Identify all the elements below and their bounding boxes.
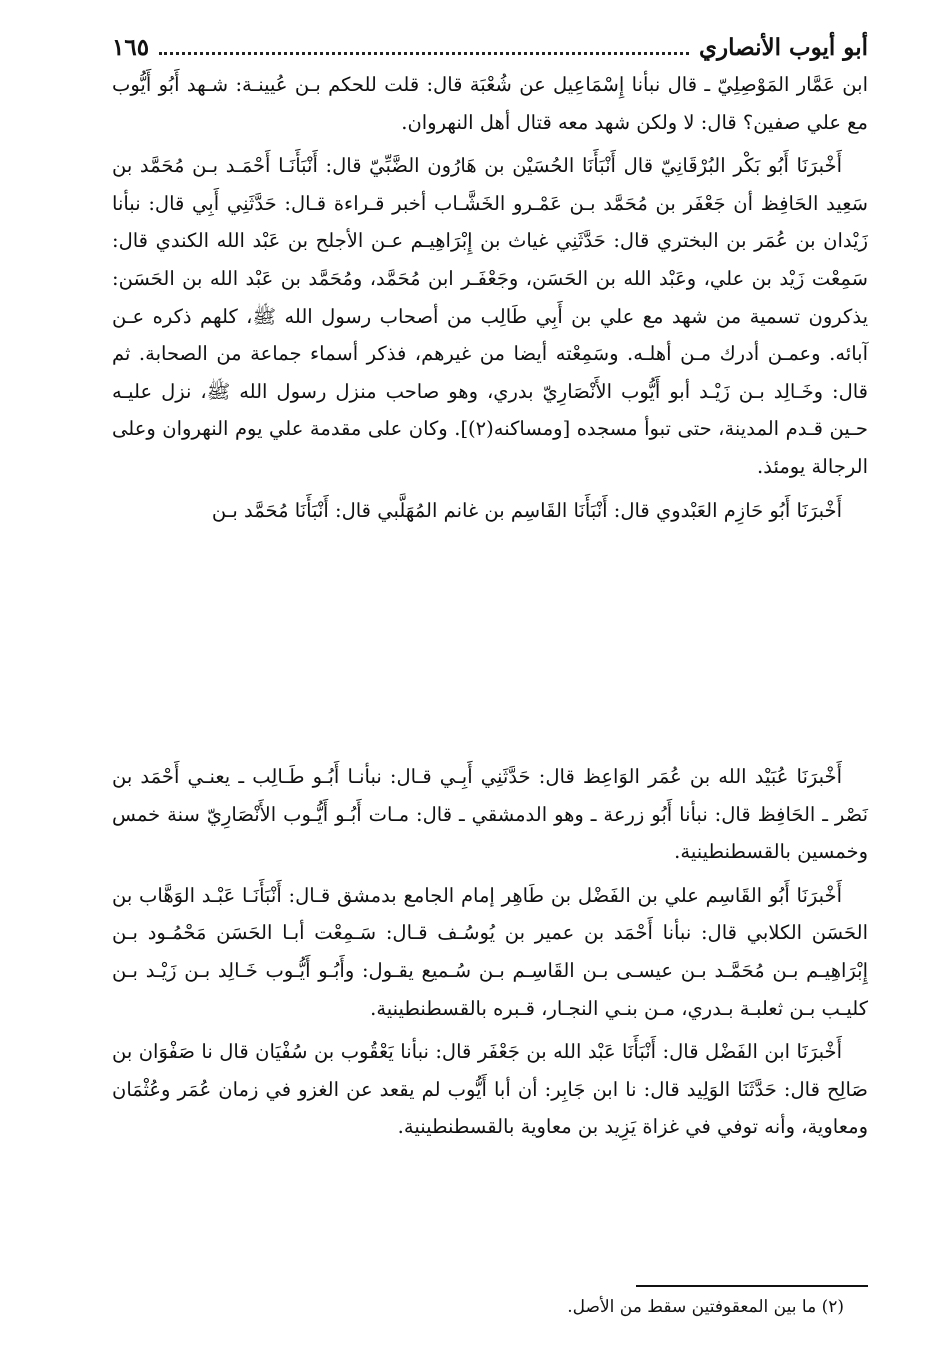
page-number: ١٦٥: [112, 33, 150, 61]
footnote-rule: [636, 1285, 868, 1287]
leader-dots: [159, 52, 689, 55]
paragraph: أَخْبرَنَا أَبُو القَاسِم علي بن الفَضْل بن طَاهِر إمام الجامع بدمشق قـال: أَنْبَأَنَـا عَبْـد الوَهَّاب بن الحَسَن الكلابي قال: نبأنا أَحْمَد بن عمير بن يُوسُـف قـال: سَـمِعْت أبـا الحَسَن مَحْمُـود بـن إِبْرَاهِيـم بـن مُحَمَّـد بـن عيسـى بـن القَاسِـم بـن سُـميع يقـول: وأَبُـو أَيُّـوب خَـالِد بـن زَيْـد بـن كليـب بـن ثعلبـة بـدري، مـن بنـي النجـار، قـبره بالقسطنطينية.: [112, 883, 868, 1020]
paragraph: أَخْبرَنَا ابن الفَضْل قال: أَنْبَأَنَا عَبْد الله بن جَعْفَر قال: نبأنا يَعْقُوب بن سُفْيَان قال نا صَفْوَان بن صَالِح قال: حَدَّثَنَا الوَلِيد قال: نا ابن جَابِر: أن أبا أَيُّوب لم يقعد عن الغزو في زمان عُمَر وعُثْمَان ومعاوية، وأنه توفي في غزاة يَزِيد بن معاوية بالقسطنطينية.: [112, 1040, 868, 1139]
paragraph: أَخْبرَنَا أَبُو حَازِم العَبْدوي قال: أَنْبَأَنَا القَاسِم بن غانم المُهَلَّبي قال: أَنْبَأَنَا مُحَمَّد بـن: [211, 498, 842, 522]
text-block-upper: [112, 66, 868, 535]
footnote: (٢) ما بين المعقوفتين سقط من الأصل.: [567, 1297, 844, 1317]
paragraph: أَخْبرَنَا أَبُو بَكْر البُرْقَانِيّ قال أَنْبَأَنَا الحُسَيْن بن هَارُون الضَّبِّيّ قال: أَنْبَأَنَـا أَحْمَـد بـن مُحَمَّد بن سَعِيد الحَافِظ أن جَعْفَر بن مُحَمَّد بـن عَمْـرو الخَشَّـاب أخبر قـراءة قـال: حَدَّثَنِي أَبِي قال: نبأنا زَيْدان بن عُمَر بن البختري قال: حَدَّثَنِي غياث بن إِبْرَاهِيـم عـن الأجلح بن عَبْد الله الكندي قال: سَمِعْت زَيْد بن علي، وعَبْد الله بن الحَسَن، وجَعْفَـر ابن مُحَمَّد، ومُحَمَّد بن عَبْد الله بن الحَسَن: يذكرون تسمية من شهد مع علي بن أَبِي طَالِب من أصحاب رسول الله ﷺ، كلهم ذكره عـن آبائه. وعمـن أدرك مـن أهلـه. وسَمِعْته أيضا من غيرهم، فذكر أسماء جماعة من الصحابة. ثم قال: وخَـالِد بـن زَيْـد أبو أَيُّوب الأَنْصَارِيّ بدري، وهو صاحب منزل رسول الله ﷺ، نزل عليـه حـين قـدم المدينة، حتى تبوأ مسجده [ومساكنه(٢)]. وكان على مقدمة علي يوم النهروان وعلى الرجالة يومئذ.: [112, 154, 868, 478]
paragraph: أَخْبرَنَا عُبَيْد الله بن عُمَر الوَاعِظ قال: حَدَّثَنِي أَبِـي قـال: نبأنـا أَبُـو طَـالِب ـ يعنـي أَحْمَد بن نَصْر ـ الحَافِظ قال: نبأنا أَبُو زرعة ـ وهو الدمشقي ـ قال: مـات أَبُـو أَيُّـوب الأَنْصَارِيّ سنة خمس وخمسين بالقسطنطينية.: [112, 765, 868, 864]
text-block-lower: [112, 758, 868, 1152]
running-title: أبو أيوب الأنصاري: [699, 33, 868, 61]
paragraph: ابن عَمَّار المَوْصِلِيّ ـ قال نبأنا إِسْمَاعِيل عن شُعْبَة قال: قلت للحكم بـن عُيينـة: شـهد أَبُو أَيُّوب مع علي صفين؟ قال: لا ولكن شهد معه قتال أهل النهروان.: [112, 73, 868, 134]
running-header: [112, 30, 868, 64]
